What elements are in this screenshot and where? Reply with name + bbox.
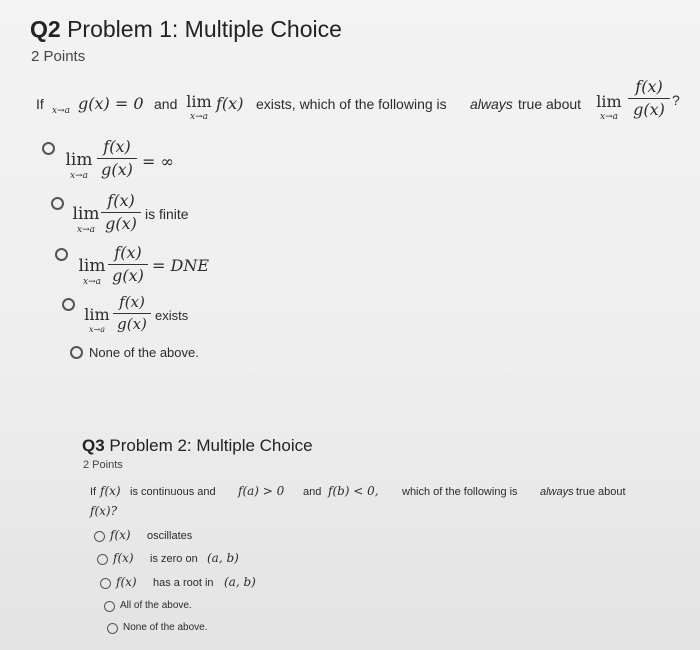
q2-stem-fx: f(x)	[216, 94, 244, 113]
q3-points: 2 Points	[83, 459, 123, 471]
q2-stem-fraction	[628, 78, 670, 118]
q2-stem-always: always	[470, 96, 513, 112]
q2-stem-exists: exists, which of the following is	[256, 96, 447, 112]
lim-sub: x→a	[83, 277, 101, 287]
option-fraction	[113, 294, 151, 332]
frac-num: f(x)	[114, 243, 142, 262]
frac-den: g(x)	[117, 314, 147, 333]
q2-stem-limit	[184, 94, 214, 122]
radio-button[interactable]	[94, 531, 105, 542]
lim-sub: x→a	[77, 225, 95, 235]
option-fraction	[97, 138, 137, 178]
option-text: is zero on	[150, 553, 198, 565]
q2-stem-qmark: ?	[672, 92, 680, 108]
q3-stem-fb: f(b) < 0,	[328, 484, 379, 498]
option-text: All of the above.	[120, 600, 192, 611]
option-limit	[82, 307, 112, 334]
q2-stem-lim-word: lim	[186, 92, 212, 111]
option-fx: f(x)	[113, 551, 134, 565]
q3-stem-if: If	[90, 486, 97, 498]
q3-label: Q3	[82, 436, 105, 455]
option-suffix: = ∞	[142, 152, 174, 171]
q3-stem-fx: f(x)	[100, 484, 121, 498]
option-text: None of the above.	[89, 345, 199, 360]
lim-word: lim	[72, 204, 100, 224]
frac-num: f(x)	[103, 137, 131, 156]
q3-stem-fa: f(a) > 0	[238, 484, 285, 498]
q2-label: Q2	[30, 16, 61, 42]
q2-stem-limit2	[594, 94, 624, 122]
option-fraction	[108, 244, 148, 284]
q3-stem-continuous: is continuous and	[130, 486, 216, 498]
lim-sub: x→a	[89, 325, 105, 334]
q3-stem-which: which of the following is	[402, 486, 518, 498]
q3-stem-always: always	[540, 486, 574, 498]
radio-button[interactable]	[70, 346, 83, 359]
radio-button[interactable]	[97, 554, 108, 565]
frac-den: g(x)	[101, 159, 133, 179]
radio-button[interactable]	[107, 623, 118, 634]
option-interval: (a, b)	[224, 575, 256, 589]
radio-button[interactable]	[62, 298, 75, 311]
radio-button[interactable]	[42, 142, 55, 155]
frac-bar	[97, 158, 137, 159]
lim-word: lim	[65, 150, 93, 170]
q2-stem-true-about: true about	[518, 96, 582, 112]
frac-den: g(x)	[112, 265, 144, 285]
q2-stem-den: g(x)	[633, 99, 665, 119]
option-fx: f(x)	[110, 528, 131, 542]
q2-stem-and: and	[154, 96, 178, 112]
radio-button[interactable]	[104, 601, 115, 612]
q3-stem-line2: f(x)?	[90, 504, 118, 518]
radio-button[interactable]	[51, 197, 64, 210]
option-fx: f(x)	[116, 575, 137, 589]
frac-num: f(x)	[119, 293, 145, 311]
option-text: None of the above.	[123, 622, 208, 633]
frac-bar	[108, 264, 148, 265]
option-limit	[76, 258, 108, 287]
q2-title: Problem 1: Multiple Choice	[67, 16, 342, 42]
lim-sub: x→a	[70, 171, 88, 181]
option-suffix: exists	[155, 308, 189, 323]
option-fraction	[101, 192, 141, 232]
q2-heading	[30, 16, 342, 43]
q2-stem-sub: x→a	[52, 106, 70, 116]
q2-stem-lim2-word: lim	[596, 92, 622, 111]
option-limit	[70, 206, 102, 235]
option-suffix: = DNE	[152, 256, 209, 275]
option-text: oscillates	[147, 530, 193, 542]
frac-num: f(x)	[107, 191, 135, 210]
q2-stem-lim-sub: x→a	[190, 112, 208, 122]
q3-stem-and: and	[303, 486, 322, 498]
option-suffix: is finite	[145, 206, 189, 222]
q2-stem-if: If	[36, 96, 44, 112]
q3-heading	[82, 436, 313, 456]
lim-word: lim	[84, 305, 110, 324]
option-interval: (a, b)	[207, 551, 239, 565]
q3-stem-true-about: true about	[576, 486, 626, 498]
radio-button[interactable]	[55, 248, 68, 261]
q2-stem-cond: g(x) = 0	[78, 94, 144, 113]
q2-stem-bar	[628, 98, 670, 99]
frac-bar	[101, 212, 141, 213]
q2-points: 2 Points	[31, 48, 86, 65]
radio-button[interactable]	[100, 578, 111, 589]
q2-stem-lim2-sub: x→a	[600, 112, 618, 122]
frac-den: g(x)	[105, 213, 137, 233]
q2-stem-num: f(x)	[635, 77, 663, 96]
option-text: has a root in	[153, 577, 214, 589]
option-limit	[62, 152, 96, 181]
frac-bar	[113, 313, 151, 314]
q3-title: Problem 2: Multiple Choice	[109, 436, 313, 455]
lim-word: lim	[78, 256, 106, 276]
